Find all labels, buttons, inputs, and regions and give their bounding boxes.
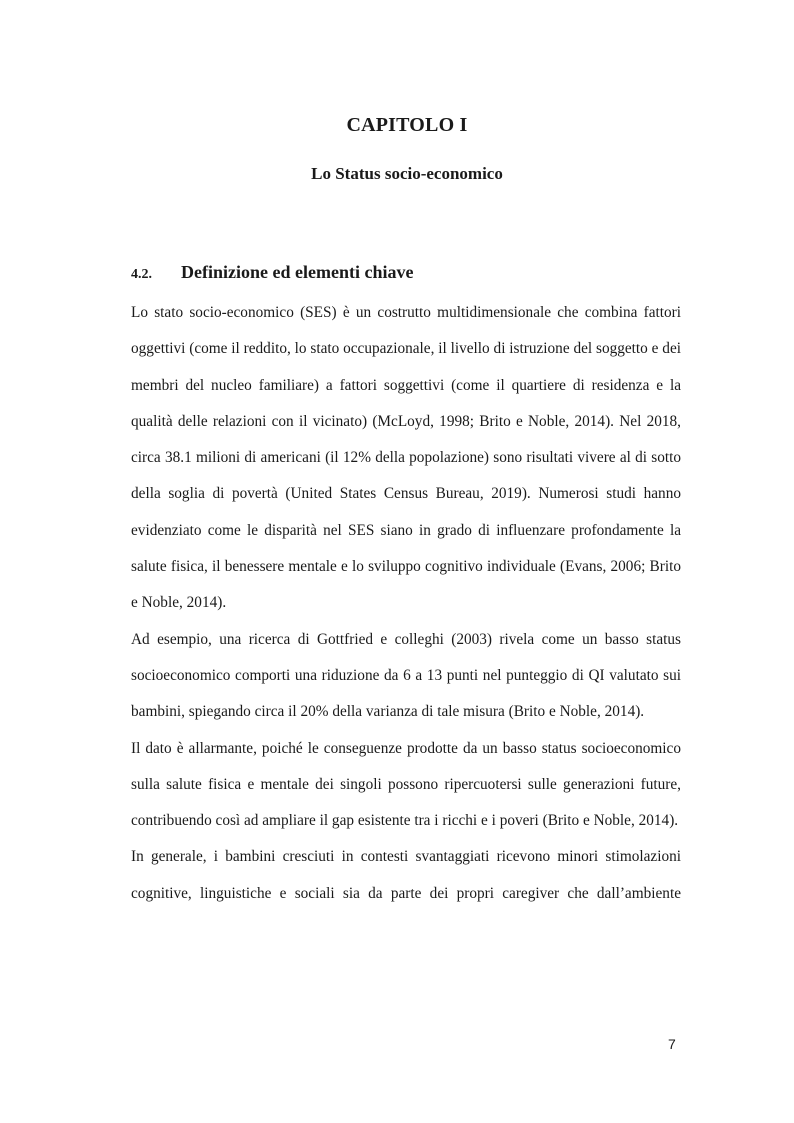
paragraph: Ad esempio, una ricerca di Gottfried e colleghi (2003) rivela come un basso status socioeconomico comporti una riduzione da 6 a 13 punti nel punteggio di QI valutato sui bambini, spiegando circa il 20% della varianza di tale misura (Brito e Noble, 2014). bbox=[131, 630, 681, 721]
section-title: Definizione ed elementi chiave bbox=[181, 262, 414, 282]
paragraph: Il dato è allarmante, poiché le conseguenze prodotte da un basso status socioeconomico sulla salute fisica e mentale dei singoli possono ripercuotersi sulle generazioni future, contribuendo così ad ampliare il gap esistente tra i ricchi e i poveri (Brito e Noble, 2014). bbox=[131, 739, 681, 830]
section-heading bbox=[131, 262, 413, 284]
paragraph: Lo stato socio-economico (SES) è un costrutto multidimensionale che combina fattori oggettivi (come il reddito, lo stato occupazionale, il livello di istruzione del soggetto e dei membri del nucleo familiare) a fattori soggettivi (come il quartiere di residenza e la qualità delle relazioni con il vicinato) (McLoyd, 1998; Brito e Noble, 2014). Nel 2018, circa 38.1 milioni di americani (il 12% della popolazione) sono risultati vivere al di sotto della soglia di povertà (United States Census Bureau, 2019). Numerosi studi hanno evidenziato come le disparità nel SES siano in grado di influenzare profondamente la salute fisica, il benessere mentale e lo sviluppo cognitivo individuale (Evans, 2006; Brito e Noble, 2014). bbox=[131, 304, 681, 612]
body-text bbox=[131, 295, 681, 912]
page-number: 7 bbox=[668, 1036, 676, 1052]
paragraph: In generale, i bambini cresciuti in contesti svantaggiati ricevono minori stimolazioni cognitive, linguistiche e sociali sia da parte dei propri caregiver che dall’ambiente bbox=[131, 848, 681, 902]
section-number: 4.2. bbox=[131, 267, 152, 282]
chapter-subtitle: Lo Status socio-economico bbox=[311, 164, 503, 183]
chapter-title: CAPITOLO I bbox=[346, 114, 468, 136]
